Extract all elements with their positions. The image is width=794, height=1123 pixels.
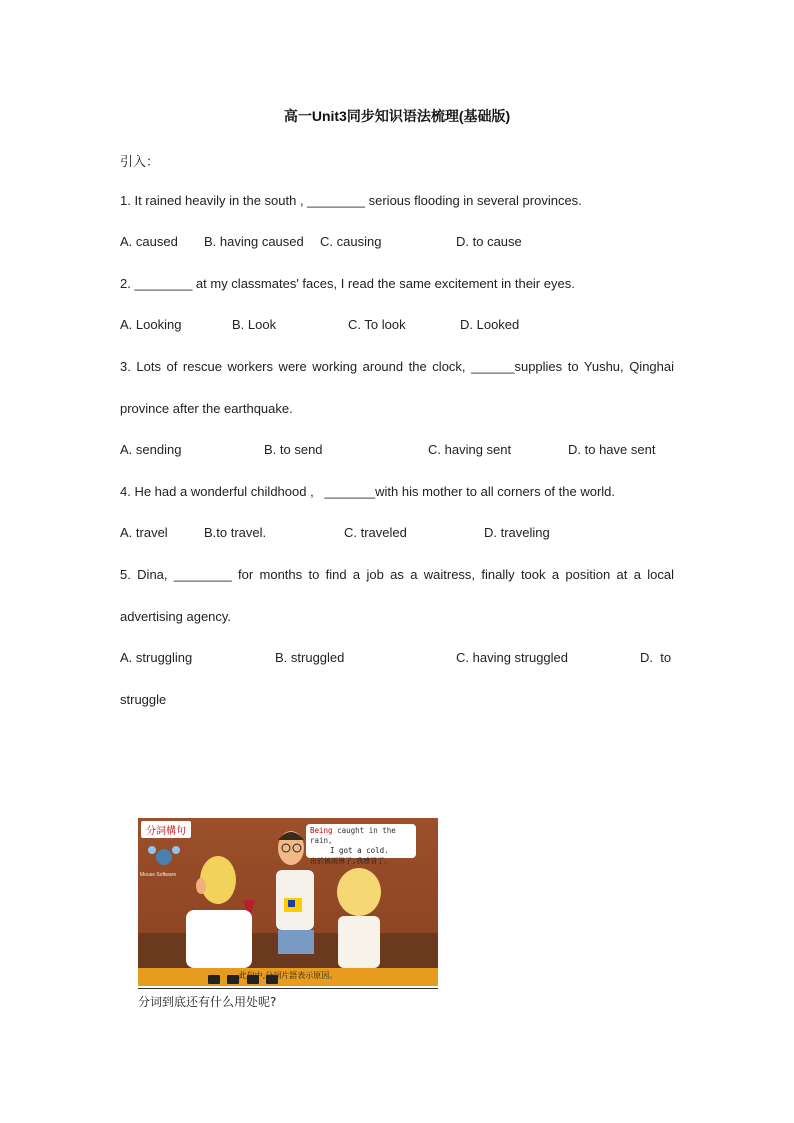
- question-3-option-a: A. sending: [120, 442, 182, 457]
- cartoon-illustration: [138, 818, 438, 986]
- question-1-option-d: D. to cause: [456, 234, 522, 249]
- question-5-option-d: D. to: [640, 650, 672, 665]
- question-5-stem-line-1: 5. Dina, ________ for months to find a job as a waitress, finally took a position at a local: [120, 567, 674, 582]
- question-4-option-b: B.to travel.: [204, 525, 267, 540]
- question-5-option-d-wrap: struggle: [120, 692, 167, 707]
- speech-bubble-line-3: 由於被雨淋了,我感冒了。: [310, 857, 392, 865]
- question-5-option-c: C. having struggled: [456, 650, 569, 665]
- question-4-option-c: C. traveled: [344, 525, 407, 540]
- question-4-stem: 4. He had a wonderful childhood , _______with his mother to all corners of the world.: [120, 484, 616, 499]
- intro-label: 引入：: [120, 154, 160, 169]
- cartoon-caption: 此句中,分詞片語表示原因。: [238, 971, 338, 980]
- cartoon-logo-text: Mouse Software: [140, 872, 177, 878]
- question-3-option-d: D. to have sent: [568, 442, 656, 457]
- question-2-option-a: A. Looking: [120, 317, 182, 332]
- question-1-option-a: A. caused: [120, 234, 178, 249]
- question-1-option-c: C. causing: [320, 234, 382, 249]
- speech-bubble-highlight: Being: [310, 826, 333, 835]
- speech-bubble-line-2: I got a cold.: [330, 846, 389, 855]
- question-2-option-b: B. Look: [232, 317, 277, 332]
- question-5-stem-line-2: advertising agency.: [120, 609, 232, 624]
- question-4-option-d: D. traveling: [484, 525, 550, 540]
- question-5-option-b: B. struggled: [275, 650, 345, 665]
- question-1-option-b: B. having caused: [204, 234, 304, 249]
- question-2-option-d: D. Looked: [460, 317, 520, 332]
- question-2-option-c: C. To look: [348, 317, 406, 332]
- speech-bubble-line-1: caught in the rain,: [310, 826, 396, 845]
- question-3-stem-line-2: province after the earthquake.: [120, 401, 293, 416]
- page-title: 高一Unit3同步知识语法梳理(基础版): [283, 108, 511, 124]
- follow-up-question: 分词到底还有什么用处呢?: [138, 995, 277, 1009]
- question-5-option-a: A. struggling: [120, 650, 193, 665]
- question-3-option-c: C. having sent: [428, 442, 512, 457]
- cartoon-underline: [138, 988, 438, 989]
- question-4-option-a: A. travel: [120, 525, 168, 540]
- cartoon-people: [138, 818, 438, 968]
- question-3-stem-line-1: 3. Lots of rescue workers were working around the clock, ______supplies to Yushu, Qinghai: [120, 359, 674, 374]
- question-2-stem: 2. ________ at my classmates' faces, I read the same excitement in their eyes.: [120, 276, 575, 291]
- cartoon-label: 分詞構句: [141, 821, 191, 838]
- question-1-stem: 1. It rained heavily in the south , ________ serious flooding in several provinces.: [120, 193, 582, 208]
- question-3-option-b: B. to send: [264, 442, 323, 457]
